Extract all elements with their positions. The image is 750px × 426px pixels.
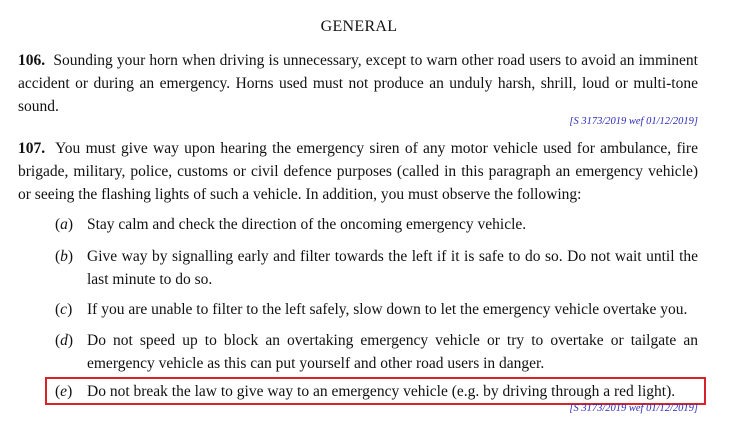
item-text: Do not speed up to block an overtaking emergency vehicle or try to overtake or tailgate an emergency vehicle as this can put yourself and other road users in danger. xyxy=(87,332,698,372)
item-label: (e) xyxy=(55,383,73,400)
list-item xyxy=(55,245,698,291)
item-label: (a) xyxy=(55,216,74,233)
section-heading: GENERAL xyxy=(320,18,398,35)
item-text: Give way by signalling early and filter towards the left if it is safe to do so. Do not wait until the last minute to do so. xyxy=(87,248,698,288)
paragraph-107 xyxy=(18,137,698,206)
item-text: Stay calm and check the direction of the oncoming emergency vehicle. xyxy=(87,216,527,233)
paragraph-106 xyxy=(18,49,698,118)
paragraph-number: 107. xyxy=(18,140,46,157)
list-item xyxy=(55,213,698,236)
item-label: (d) xyxy=(55,332,74,349)
highlight-box xyxy=(45,377,706,405)
amendment-reference: [S 3173/2019 wef 01/12/2019] xyxy=(569,403,698,414)
paragraph-number: 106. xyxy=(18,52,46,69)
item-text: Do not break the law to give way to an emergency vehicle (e.g. by driving through a red light). xyxy=(87,383,676,400)
list-item xyxy=(55,329,698,375)
item-text: If you are unable to filter to the left safely, slow down to let the emergency vehicle overtake you. xyxy=(87,301,688,318)
item-label: (c) xyxy=(55,301,73,318)
item-label: (b) xyxy=(55,248,74,265)
amendment-reference: [S 3173/2019 wef 01/12/2019] xyxy=(569,116,698,127)
list-item xyxy=(55,298,698,321)
paragraph-text: You must give way upon hearing the emergency siren of any motor vehicle used for ambulance, fire brigade, military, police, customs or civil defence purposes (called in this paragraph an emergency vehicle) or seeing the flashing lights of such a vehicle. In addition, you must observe the following: xyxy=(18,140,698,203)
paragraph-text: Sounding your horn when driving is unnecessary, except to warn other road users to avoid an imminent accident or during an emergency. Horns used must not produce an unduly harsh, shrill, loud or multi-tone sound. xyxy=(18,52,698,115)
